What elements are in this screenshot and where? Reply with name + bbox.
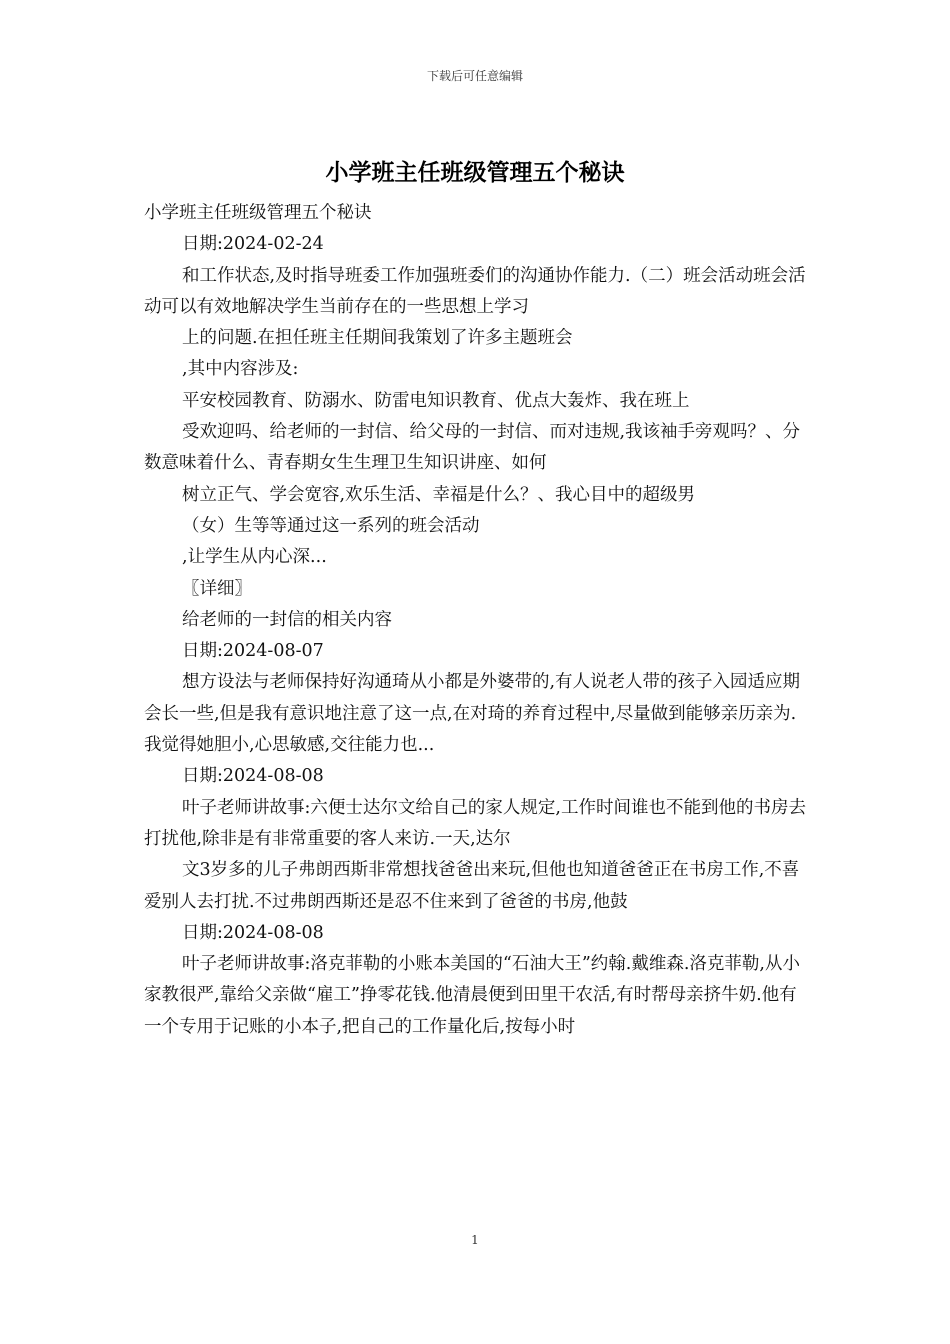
document-title: 小学班主任班级管理五个秘诀 [325, 159, 625, 186]
body-paragraph: 叶子老师讲故事:六便士达尔文给自己的家人规定,工作时间谁也不能到他的书房去打扰他,除非是有非常重要的客人来访.一天,达尔 [144, 797, 806, 849]
body-paragraph: 〖详细〗 [182, 578, 252, 599]
body-paragraph: 小学班主任班级管理五个秘诀 [144, 203, 372, 223]
body-paragraph: ,其中内容涉及: [182, 359, 299, 380]
body-paragraph: 受欢迎吗、给老师的一封信、给父母的一封信、而对违规,我该袖手旁观吗？、分数意味着什么、青春期女生生理卫生知识讲座、如何 [144, 422, 801, 474]
body-paragraph: 文3岁多的儿子弗朗西斯非常想找爸爸出来玩,但他也知道爸爸正在书房工作,不喜爱别人去打扰.不过弗朗西斯还是忍不住来到了爸爸的书房,他鼓 [144, 860, 800, 912]
body-paragraph: （女）生等等通过这一系列的班会活动 [182, 515, 480, 536]
body-paragraph: 日期:2024-08-08 [182, 766, 324, 787]
body-paragraph: 给老师的一封信的相关内容 [182, 609, 392, 630]
body-paragraph: 上的问题.在担任班主任期间我策划了许多主题班会 [182, 328, 573, 349]
body-paragraph: 树立正气、学会宽容,欢乐生活、幸福是什么？、我心目中的超级男 [182, 484, 696, 505]
body-paragraph: 日期:2024-02-24 [182, 234, 324, 255]
document-body [144, 198, 808, 1043]
page-number: 1 [471, 1233, 479, 1247]
body-paragraph: 叶子老师讲故事:洛克菲勒的小账本美国的“石油大王”约翰.戴维森.洛克菲勒,从小家教很严,靠给父亲做“雇工”挣零花钱.他清晨便到田里干农活,有时帮母亲挤牛奶.他有一个专用于记账的小本子,把自己的工作量化后,按每小时 [144, 954, 800, 1037]
header-note: 下载后可任意编辑 [426, 69, 523, 83]
body-paragraph: 和工作状态,及时指导班委工作加强班委们的沟通协作能力.（二）班会活动班会活动可以有效地解决学生当前存在的一些思想上学习 [144, 265, 806, 317]
body-paragraph: 想方设法与老师保持好沟通琦从小都是外婆带的,有人说老人带的孩子入园适应期会长一些,但是我有意识地注意了这一点,在对琦的养育过程中,尽量做到能够亲历亲为.我觉得她胆小,心思敏感,交往能力也... [144, 672, 801, 756]
body-paragraph: 日期:2024-08-07 [182, 641, 324, 662]
body-paragraph: ,让学生从内心深... [182, 547, 327, 568]
body-paragraph: 日期:2024-08-08 [182, 922, 324, 943]
body-paragraph: 平安校园教育、防溺水、防雷电知识教育、优点大轰炸、我在班上 [182, 390, 690, 411]
